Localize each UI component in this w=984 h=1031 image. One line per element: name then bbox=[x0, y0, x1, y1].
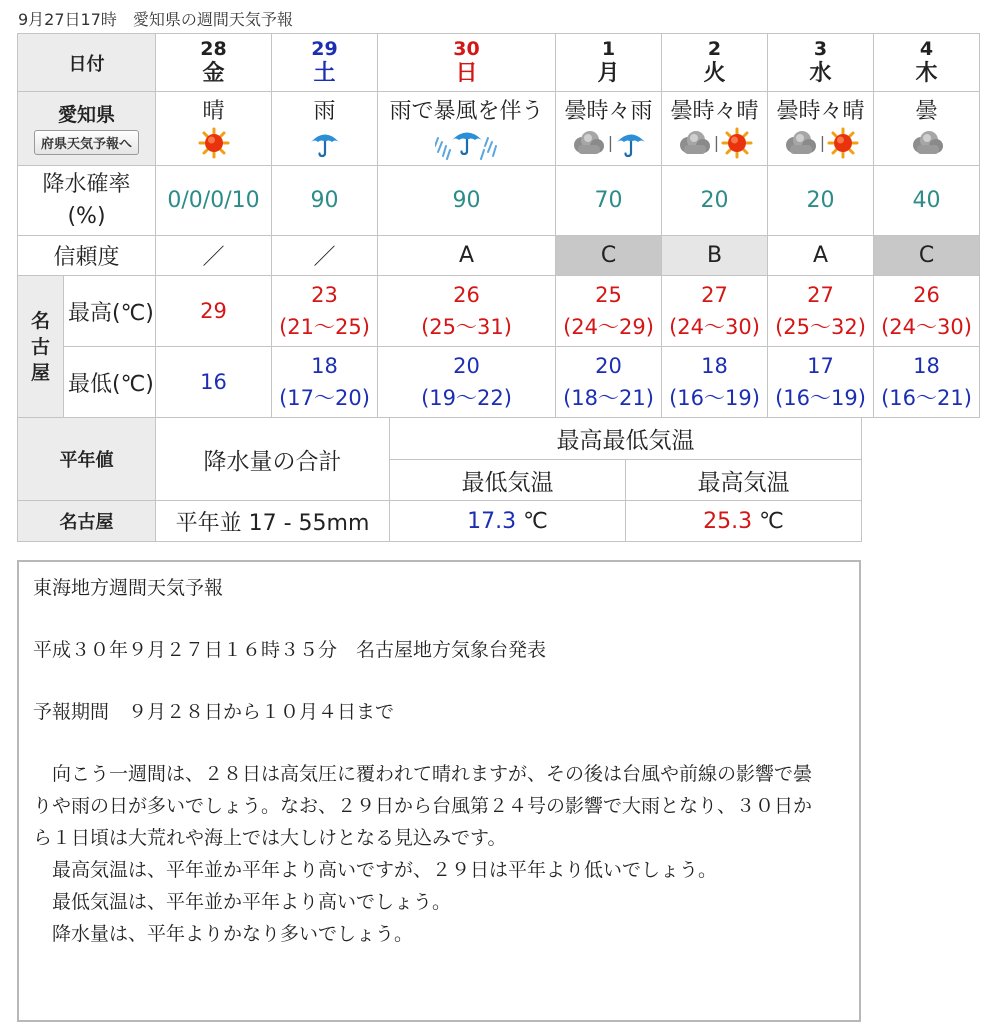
min-temp-cell bbox=[768, 347, 874, 418]
prefecture-name: 愛知県 bbox=[57, 103, 115, 126]
max-temp-range: (21～25) bbox=[279, 315, 370, 339]
day-header bbox=[662, 34, 768, 92]
weather-text: 曇時々晴 bbox=[776, 98, 865, 124]
day-header bbox=[874, 34, 980, 92]
min-temp-header: 最低気温 bbox=[390, 460, 626, 501]
rain-probability-row bbox=[18, 166, 980, 236]
page-header bbox=[18, 7, 293, 30]
min-temp-range: (16～21) bbox=[881, 386, 972, 410]
normals-table bbox=[17, 417, 862, 542]
max-temp: 27 bbox=[807, 283, 834, 307]
weekly-bulletin bbox=[17, 560, 861, 1022]
rain-probability-value: 40 bbox=[874, 166, 980, 236]
day-header bbox=[272, 34, 378, 92]
bulletin-paragraph: 最高気温は、平年並か平年より高いですが、２９日は平年より低いでしょう。 bbox=[52, 859, 718, 881]
umbrella-icon bbox=[615, 127, 647, 159]
day-of-week: 金 bbox=[202, 60, 225, 86]
min-temp-label: 最低(℃) bbox=[64, 347, 156, 418]
max-temp-range: (24～29) bbox=[563, 315, 654, 339]
reliability-value: C bbox=[556, 236, 662, 276]
weather-cell bbox=[378, 92, 556, 166]
max-temp: 26 bbox=[453, 283, 480, 307]
day-of-week: 月 bbox=[597, 60, 620, 86]
city-label: 名 古 屋 bbox=[18, 276, 64, 418]
cloud-icon bbox=[676, 128, 712, 158]
temp-normals-header: 最高最低気温 bbox=[390, 418, 862, 460]
bulletin-body bbox=[33, 758, 823, 950]
day-date: 29 bbox=[311, 37, 338, 60]
reliability-value: B bbox=[662, 236, 768, 276]
icon-separator: | bbox=[819, 132, 826, 152]
reliability-value: C bbox=[874, 236, 980, 276]
day-header bbox=[768, 34, 874, 92]
weather-icons bbox=[768, 126, 873, 160]
rain-probability-value: 0/0/0/10 bbox=[156, 166, 272, 236]
max-temp-label: 最高(℃) bbox=[64, 276, 156, 347]
max-temp-normal bbox=[626, 501, 862, 542]
reliability-value: ／ bbox=[272, 236, 378, 276]
max-temp-cell bbox=[874, 276, 980, 347]
issue-timestamp: 9月27日17時 bbox=[18, 10, 117, 29]
weather-cell bbox=[768, 92, 874, 166]
weather-icons bbox=[662, 126, 767, 160]
min-temp-range: (17～20) bbox=[279, 386, 370, 410]
max-temp-cell bbox=[378, 276, 556, 347]
max-temp-cell bbox=[556, 276, 662, 347]
date-row bbox=[18, 34, 980, 92]
max-temp: 23 bbox=[311, 283, 338, 307]
max-temp-range: (25～31) bbox=[421, 315, 512, 339]
icon-separator: | bbox=[713, 132, 720, 152]
weather-cell bbox=[874, 92, 980, 166]
weekly-forecast-table bbox=[17, 33, 980, 418]
min-temp-cell bbox=[378, 347, 556, 418]
min-temp-cell bbox=[874, 347, 980, 418]
day-date: 4 bbox=[919, 37, 934, 60]
reliability-value: A bbox=[768, 236, 874, 276]
sun-icon bbox=[721, 127, 753, 159]
reliability-row bbox=[18, 236, 980, 276]
max-temp-range: (24～30) bbox=[881, 315, 972, 339]
weather-cell bbox=[662, 92, 768, 166]
day-date: 1 bbox=[601, 37, 616, 60]
bulletin-paragraph: 最低気温は、平年並か平年より高いでしょう。 bbox=[52, 891, 452, 913]
max-temp: 27 bbox=[701, 283, 728, 307]
weather-icons bbox=[156, 126, 271, 160]
bulletin-period: 予報期間 ９月２８日から１０月４日まで bbox=[33, 701, 395, 723]
day-header bbox=[156, 34, 272, 92]
max-temp: 26 bbox=[913, 283, 940, 307]
cloud-icon bbox=[909, 128, 945, 158]
weather-icons bbox=[874, 126, 979, 160]
sun-icon bbox=[198, 127, 230, 159]
weather-icons bbox=[272, 126, 377, 160]
max-temp-cell bbox=[662, 276, 768, 347]
min-temp-range: (16～19) bbox=[775, 386, 866, 410]
cloud-icon bbox=[782, 128, 818, 158]
weather-text: 晴 bbox=[202, 98, 225, 124]
weather-icons bbox=[378, 126, 555, 160]
weather-text: 雨 bbox=[313, 98, 336, 124]
min-temp-normal-value: 17.3 bbox=[467, 508, 517, 534]
max-temp-range: (25～32) bbox=[775, 315, 866, 339]
weather-cell bbox=[156, 92, 272, 166]
precip-normal-value: 平年並 17 - 55mm bbox=[156, 501, 390, 542]
max-temp: 29 bbox=[200, 299, 227, 323]
min-temp: 18 bbox=[701, 354, 728, 378]
day-header bbox=[378, 34, 556, 92]
min-temp-cell bbox=[662, 347, 768, 418]
bulletin-issued: 平成３０年９月２７日１６時３５分 名古屋地方気象台発表 bbox=[33, 639, 547, 661]
sun-icon bbox=[827, 127, 859, 159]
min-temp: 18 bbox=[311, 354, 338, 378]
rain-probability-value: 90 bbox=[272, 166, 378, 236]
bulletin-paragraph: 降水量は、平年よりかなり多いでしょう。 bbox=[52, 923, 414, 945]
max-temp-cell bbox=[768, 276, 874, 347]
weather-text: 曇時々雨 bbox=[564, 98, 653, 124]
prefecture-forecast-link[interactable]: 府県天気予報へ bbox=[34, 130, 139, 155]
day-of-week: 水 bbox=[809, 60, 832, 86]
rain-probability-label: 降水確率 (%) bbox=[18, 166, 156, 236]
rain-probability-value: 20 bbox=[768, 166, 874, 236]
temp-unit: ℃ bbox=[759, 508, 784, 534]
weather-cell bbox=[556, 92, 662, 166]
weather-cell bbox=[272, 92, 378, 166]
min-temp: 16 bbox=[200, 370, 227, 394]
min-temp-cell bbox=[156, 347, 272, 418]
reliability-value: A bbox=[378, 236, 556, 276]
rain-probability-value: 70 bbox=[556, 166, 662, 236]
min-temp-range: (18～21) bbox=[563, 386, 654, 410]
day-date: 2 bbox=[707, 37, 722, 60]
min-temp-cell bbox=[272, 347, 378, 418]
min-temp: 18 bbox=[913, 354, 940, 378]
bulletin-paragraph: 向こう一週間は、２８日は高気圧に覆われて晴れますが、その後は台風や前線の影響で曇りや雨の日が多いでしょう。なお、２９日から台風第２４号の影響で大雨となり、３０日から１日頃は大荒れや海上では大しけとなる見込みです。 bbox=[33, 763, 813, 849]
weather-text: 雨で暴風を伴う bbox=[389, 98, 544, 124]
storm-umbrella-icon bbox=[435, 126, 499, 160]
temp-unit: ℃ bbox=[523, 508, 548, 534]
max-temp-row bbox=[18, 276, 980, 347]
min-temp: 20 bbox=[453, 354, 480, 378]
weather-text: 曇時々晴 bbox=[670, 98, 759, 124]
day-date: 28 bbox=[200, 37, 227, 60]
day-date: 3 bbox=[813, 37, 828, 60]
date-label: 日付 bbox=[18, 34, 156, 92]
rain-probability-value: 20 bbox=[662, 166, 768, 236]
max-temp-range: (24～30) bbox=[669, 315, 760, 339]
max-temp: 25 bbox=[595, 283, 622, 307]
weather-icons bbox=[556, 126, 661, 160]
day-date: 30 bbox=[453, 37, 480, 60]
max-temp-header: 最高気温 bbox=[626, 460, 862, 501]
icon-separator: | bbox=[607, 132, 614, 152]
umbrella-icon bbox=[309, 127, 341, 159]
weather-row bbox=[18, 92, 980, 166]
min-temp: 20 bbox=[595, 354, 622, 378]
max-temp-cell bbox=[272, 276, 378, 347]
prefecture-cell bbox=[18, 92, 156, 166]
min-temp-range: (19～22) bbox=[421, 386, 512, 410]
max-temp-cell bbox=[156, 276, 272, 347]
precip-header: 降水量の合計 bbox=[156, 418, 390, 501]
page-title: 愛知県の週間天気予報 bbox=[132, 10, 293, 29]
max-temp-normal-value: 25.3 bbox=[703, 508, 753, 534]
weather-text: 曇 bbox=[915, 98, 938, 124]
day-of-week: 木 bbox=[915, 60, 938, 86]
day-of-week: 火 bbox=[703, 60, 726, 86]
min-temp: 17 bbox=[807, 354, 834, 378]
day-of-week: 土 bbox=[313, 60, 336, 86]
min-temp-cell bbox=[556, 347, 662, 418]
min-temp-range: (16～19) bbox=[669, 386, 760, 410]
normals-city: 名古屋 bbox=[18, 501, 156, 542]
cloud-icon bbox=[570, 128, 606, 158]
day-header bbox=[556, 34, 662, 92]
reliability-label: 信頼度 bbox=[18, 236, 156, 276]
normals-label: 平年値 bbox=[18, 418, 156, 501]
min-temp-row bbox=[18, 347, 980, 418]
reliability-value: ／ bbox=[156, 236, 272, 276]
day-of-week: 日 bbox=[455, 60, 478, 86]
rain-probability-value: 90 bbox=[378, 166, 556, 236]
min-temp-normal bbox=[390, 501, 626, 542]
bulletin-title: 東海地方週間天気予報 bbox=[33, 577, 224, 599]
